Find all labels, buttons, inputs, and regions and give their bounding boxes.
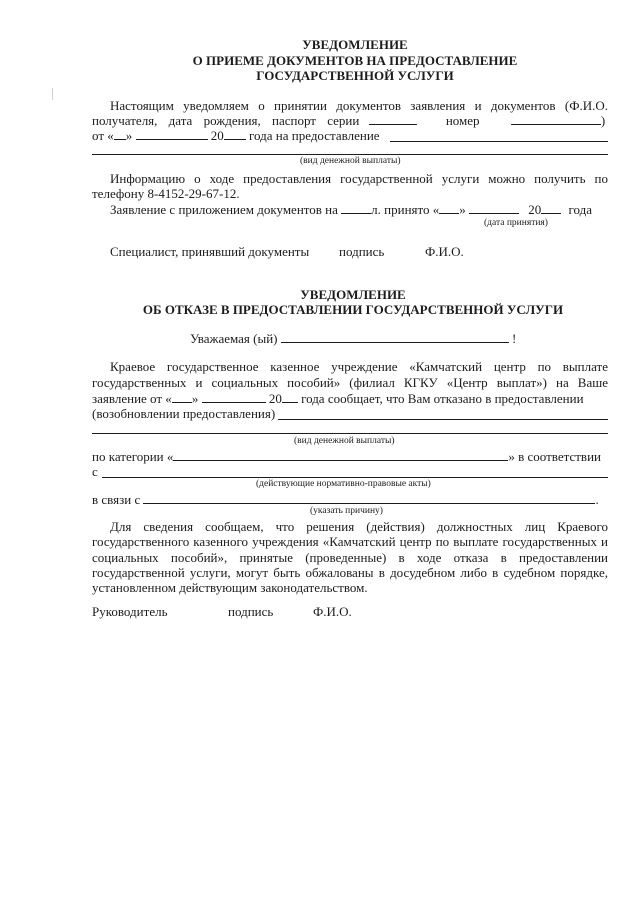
- head-label: Руководитель: [92, 604, 168, 619]
- application-close-quote: »: [191, 391, 199, 406]
- application-day-field[interactable]: [172, 391, 192, 403]
- birth-month-field[interactable]: [136, 128, 208, 140]
- accepted-close-quote: »: [459, 202, 466, 217]
- refusal-payment-field-1[interactable]: [278, 419, 608, 420]
- accepted-date-caption: (дата принятия): [484, 218, 548, 228]
- greeting-line: [190, 331, 516, 346]
- receipt-title-line-1: УВЕДОМЛЕНИЕ: [302, 37, 408, 52]
- reason-period: .: [595, 492, 599, 507]
- date-close-quote: »: [125, 128, 133, 143]
- refusal-p1-line-3: [92, 391, 584, 406]
- accepted-day-field[interactable]: [439, 202, 459, 214]
- refusal-title-line-1: УВЕДОМЛЕНИЕ: [300, 287, 406, 302]
- reason-line: [92, 492, 599, 507]
- accepted-line: [110, 202, 592, 217]
- head-signature-label: подпись: [228, 604, 274, 619]
- receipt-line-3: [92, 128, 380, 143]
- category-label: по категории «: [92, 449, 174, 464]
- specialist-signature-label: подпись: [339, 244, 385, 259]
- refusal-title-line-2: ОБ ОТКАЗЕ В ПРЕДОСТАВЛЕНИИ ГОСУДАРСТВЕННОЙ УСЛУГИ: [142, 302, 564, 317]
- pages-count-field[interactable]: [341, 202, 371, 214]
- accepted-year-prefix: 20: [528, 202, 542, 217]
- payment-type-caption: (вид денежной выплаты): [300, 156, 401, 166]
- application-open-quote: заявление от «: [92, 391, 172, 406]
- receipt-title-line-3: ГОСУДАРСТВЕННОЙ УСЛУГИ: [256, 68, 454, 83]
- greeting-text: Уважаемая (ый): [190, 331, 278, 346]
- refusal-p1-line-3-text: года сообщает, что Вам отказано в предоставлении: [301, 391, 584, 406]
- refusal-p2-line-5: установленном действующим законодательством.: [92, 580, 368, 595]
- category-field[interactable]: [173, 449, 508, 461]
- birth-day-field[interactable]: [114, 128, 126, 140]
- greeting-exclamation: !: [511, 331, 517, 346]
- legal-acts-field[interactable]: [102, 477, 608, 478]
- passport-number-label: номер: [445, 113, 480, 128]
- accepted-month-field[interactable]: [469, 202, 519, 214]
- accepted-text: Заявление с приложением документов на: [110, 202, 338, 217]
- accepted-year-label: года: [568, 202, 593, 217]
- reason-field[interactable]: [143, 492, 595, 504]
- refusal-p2-line-2: государственного казенного учреждения «Камчатский центр по выплате государственных и: [92, 534, 608, 549]
- refusal-p1-line-1: Краевое государственное казенное учреждение «Камчатский центр по выплате: [110, 359, 608, 374]
- category-conformity: » в соответствии: [508, 449, 601, 464]
- receipt-line-1: Настоящим уведомляем о принятии документов заявления и документов (Ф.И.О.: [110, 98, 608, 113]
- refusal-p2-line-3: социальных пособий», принятые (проведенные) в ходе отказа в предоставлении: [92, 550, 608, 565]
- date-open-quote: от «: [92, 128, 114, 143]
- with-line: с: [92, 464, 98, 479]
- year-prefix: 20: [210, 128, 224, 143]
- application-year-field[interactable]: [282, 391, 298, 403]
- receipt-line-2: [92, 113, 605, 128]
- category-line: [92, 449, 601, 464]
- receipt-line-2-text: получателя, дата рождения, паспорт серии: [92, 113, 360, 128]
- recipient-name-field[interactable]: [281, 331, 509, 343]
- refusal-p1-line-2: государственных и социальных пособий» (филиал КГКУ «Центр выплат») на Ваше: [92, 375, 608, 390]
- receipt-line-2-close: ): [600, 113, 606, 128]
- birth-year-field[interactable]: [224, 128, 246, 140]
- refusal-p2-line-1: Для сведения сообщаем, что решения (действия) должностных лиц Краевого: [110, 519, 608, 534]
- specialist-label: Специалист, принявший документы: [110, 244, 310, 259]
- application-year-prefix: 20: [268, 391, 282, 406]
- payment-type-field-2[interactable]: [92, 154, 608, 155]
- refusal-p1-line-4: (возобновлении предоставления): [92, 406, 276, 421]
- info-line-1: Информацию о ходе предоставления государственной услуги можно получить по: [110, 171, 608, 186]
- receipt-line-3-text: года на предоставление: [249, 128, 380, 143]
- legal-acts-caption: (действующие нормативно-правовые акты): [256, 479, 431, 489]
- specialist-name-label: Ф.И.О.: [425, 244, 464, 259]
- payment-type-field-1[interactable]: [390, 141, 608, 142]
- refusal-payment-field-2[interactable]: [92, 433, 608, 434]
- refusal-p2-line-4: государственной услуги, могут быть обжалованы в досудебном либо в судебном порядке,: [92, 565, 608, 580]
- head-name-label: Ф.И.О.: [313, 604, 352, 619]
- scan-margin-mark: [52, 88, 53, 100]
- accepted-pages-label: л. принято «: [371, 202, 440, 217]
- application-month-field[interactable]: [202, 391, 266, 403]
- passport-number-field[interactable]: [511, 113, 601, 125]
- info-line-2: телефону 8-4152-29-67-12.: [92, 186, 240, 201]
- refusal-payment-caption: (вид денежной выплаты): [294, 436, 395, 446]
- passport-series-field[interactable]: [369, 113, 417, 125]
- receipt-title-line-2: О ПРИЕМЕ ДОКУМЕНТОВ НА ПРЕДОСТАВЛЕНИЕ: [192, 53, 518, 68]
- reason-label: в связи с: [92, 492, 141, 507]
- reason-caption: (указать причину): [310, 506, 383, 516]
- accepted-year-field[interactable]: [541, 202, 561, 214]
